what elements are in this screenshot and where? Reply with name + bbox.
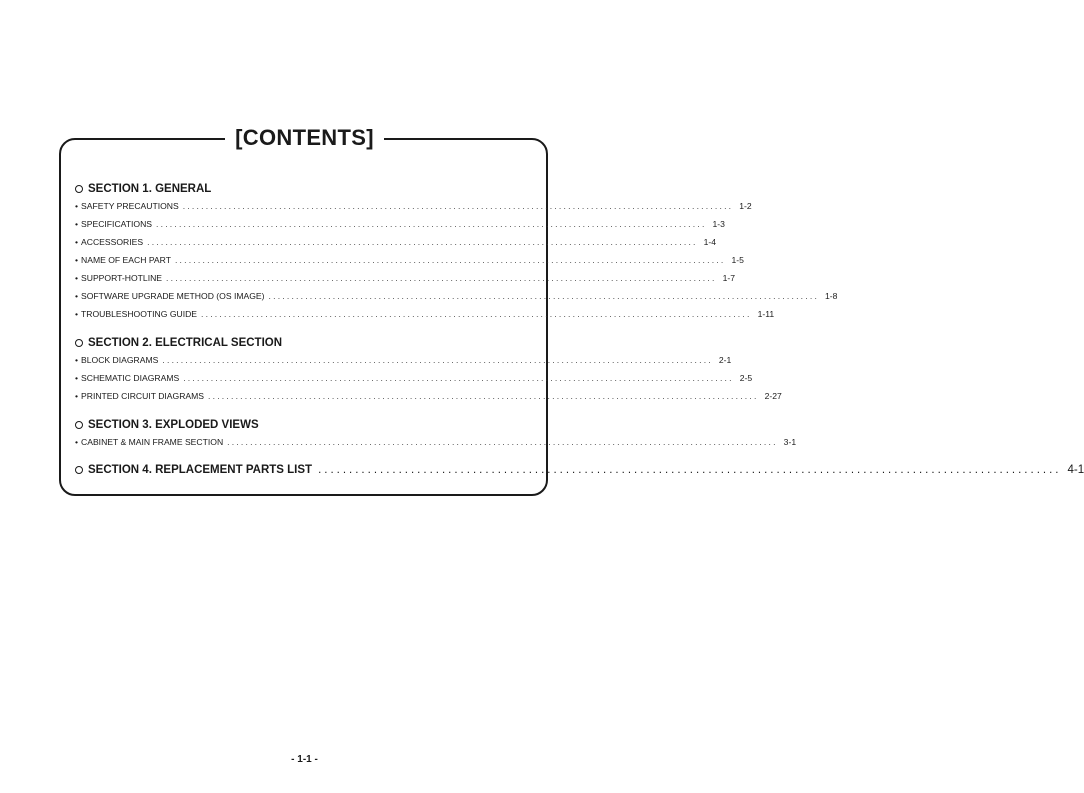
toc-entry-label: CABINET & MAIN FRAME SECTION <box>81 437 224 447</box>
leader-dots: ........................................................................................................................ <box>208 391 759 401</box>
toc-entry[interactable] <box>75 197 752 215</box>
toc-entry-label: SOFTWARE UPGRADE METHOD (OS IMAGE) <box>81 291 265 301</box>
leader-dots: ........................................................................................................................ <box>182 201 734 211</box>
toc-entry-label: SUPPORT-HOTLINE <box>81 273 163 283</box>
bullet-icon: • <box>75 391 79 401</box>
toc-entry-label: SAFETY PRECAUTIONS <box>81 201 179 211</box>
toc-entry-page: 2-27 <box>764 391 782 401</box>
bullet-icon: • <box>75 255 79 265</box>
circle-bullet-icon <box>75 339 83 347</box>
section-2 <box>75 335 782 405</box>
leader-dots: ........................................................................................................................ <box>156 219 707 229</box>
toc-entry-label: BLOCK DIAGRAMS <box>81 355 159 365</box>
page-title: [CONTENTS] <box>225 120 384 156</box>
toc-entry-page: 3-1 <box>783 437 797 447</box>
section-1-heading-text: SECTION 1. GENERAL <box>88 183 212 195</box>
toc-entry-page: 2-5 <box>739 373 753 383</box>
toc-entry-page: 1-2 <box>739 201 752 211</box>
section-3-heading-text: SECTION 3. EXPLODED VIEWS <box>88 419 259 431</box>
section-4-heading-text: SECTION 4. REPLACEMENT PARTS LIST <box>88 464 313 476</box>
bullet-icon: • <box>75 373 79 383</box>
section-3 <box>75 417 797 451</box>
leader-dots: ........................................................................................................................ <box>166 273 717 283</box>
toc-entry[interactable] <box>75 369 753 387</box>
leader-dots: ........................................................................................................................ <box>162 355 713 365</box>
bullet-icon: • <box>75 201 79 211</box>
toc-entry[interactable] <box>75 287 838 305</box>
toc-entry[interactable] <box>75 251 744 269</box>
toc-entry-page: 1-7 <box>722 273 735 283</box>
leader-dots: ........................................................................................................................ <box>318 464 1062 476</box>
bullet-icon: • <box>75 219 79 229</box>
section-1 <box>75 181 838 323</box>
circle-bullet-icon <box>75 421 83 429</box>
toc-entry[interactable] <box>75 305 775 323</box>
toc-entry-label: ACCESSORIES <box>81 237 144 247</box>
bullet-icon: • <box>75 237 79 247</box>
bullet-icon: • <box>75 355 79 365</box>
section-1-heading[interactable] <box>75 181 540 197</box>
toc-entry[interactable] <box>75 269 735 287</box>
leader-dots: ........................................................................................................................ <box>174 255 726 265</box>
bullet-icon: • <box>75 291 79 301</box>
leader-dots: ........................................................................................................................ <box>227 437 778 447</box>
toc-entry[interactable] <box>75 215 725 233</box>
leader-dots: ........................................................................................................................ <box>268 291 820 301</box>
page-number-footer: - 1-1 - <box>291 754 318 765</box>
bullet-icon: • <box>75 309 79 319</box>
section-2-heading[interactable] <box>75 335 540 351</box>
leader-dots: ........................................................................................................................ <box>201 309 752 319</box>
toc-entry[interactable] <box>75 233 717 251</box>
bullet-icon: • <box>75 273 79 283</box>
toc-entry[interactable] <box>75 351 732 369</box>
toc-entry-page: 1-11 <box>757 309 775 319</box>
toc-entry-page: 1-3 <box>712 219 725 229</box>
toc-entry-label: PRINTED CIRCUIT DIAGRAMS <box>81 391 205 401</box>
toc-entry-label: SPECIFICATIONS <box>81 219 153 229</box>
toc-entry-page: 1-4 <box>703 237 717 247</box>
section-3-heading[interactable] <box>75 417 540 433</box>
section-4-entry[interactable] <box>75 461 1084 479</box>
bullet-icon: • <box>75 437 79 447</box>
toc-entry-label: NAME OF EACH PART <box>81 255 171 265</box>
leader-dots: ........................................................................................................................ <box>147 237 698 247</box>
section-4 <box>75 461 1084 479</box>
section-2-heading-text: SECTION 2. ELECTRICAL SECTION <box>88 337 283 349</box>
toc-entry-page: 2-1 <box>718 355 732 365</box>
leader-dots: ........................................................................................................................ <box>183 373 734 383</box>
circle-bullet-icon <box>75 185 83 193</box>
circle-bullet-icon <box>75 466 83 474</box>
toc-entry-page: 1-5 <box>731 255 744 265</box>
toc-entry[interactable] <box>75 433 797 451</box>
toc-entry-label: SCHEMATIC DIAGRAMS <box>81 373 180 383</box>
section-4-page: 4-1 <box>1067 464 1084 476</box>
toc-entry-label: TROUBLESHOOTING GUIDE <box>81 309 198 319</box>
toc-entry[interactable] <box>75 387 782 405</box>
toc-entry-page: 1-8 <box>825 291 838 301</box>
title-wrap <box>0 120 609 156</box>
